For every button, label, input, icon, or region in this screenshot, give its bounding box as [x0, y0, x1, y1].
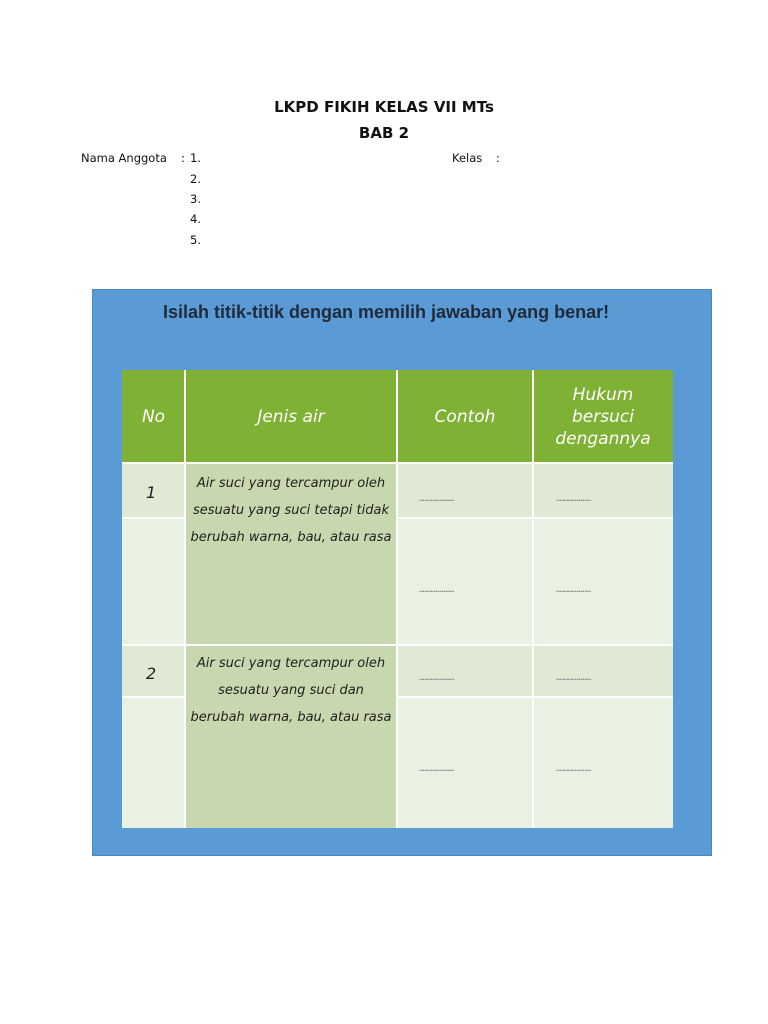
grid-line [532, 370, 534, 828]
row-1-number: 1 [146, 483, 157, 502]
document-title: LKPD FIKIH KELAS VII MTs [274, 98, 494, 116]
column-header-no: No [122, 370, 185, 463]
worksheet-figure [92, 289, 712, 856]
grid-line [396, 370, 398, 828]
row-1-band-answers [397, 463, 673, 518]
row-2-hukum-blank-1[interactable]: ……………………… [556, 673, 591, 682]
row-2-hukum-blank-2[interactable]: ……………………… [556, 764, 591, 773]
column-header-hukum: Hukum bersuci dengannya [533, 370, 673, 463]
member-number-1: 1. [190, 151, 201, 165]
grid-line [122, 517, 185, 519]
grid-line [184, 370, 186, 828]
member-number-2: 2. [190, 172, 201, 186]
row-1-hukum-blank-1[interactable]: ……………………… [556, 494, 591, 503]
worksheet-table [122, 370, 673, 828]
member-number-5: 5. [190, 233, 201, 247]
row-1-hukum-blank-2[interactable]: ……………………… [556, 585, 591, 594]
members-colon: : [181, 151, 185, 165]
column-header-jenis-air: Jenis air [185, 370, 397, 463]
grid-line [397, 696, 673, 698]
row-1-contoh-blank-1[interactable]: ……………………… [419, 494, 454, 503]
row-1-jenis-air: Air suci yang tercampur oleh sesuatu yang suci tetapi tidak berubah warna, bau, atau rasa [190, 476, 392, 545]
grid-line [122, 696, 185, 698]
class-colon: : [496, 151, 500, 165]
row-1-contoh-blank-2[interactable]: ……………………… [419, 585, 454, 594]
row-2-jenis-air: Air suci yang tercampur oleh sesuatu yang suci dan berubah warna, bau, atau rasa [190, 656, 392, 725]
row-2-contoh-blank-2[interactable]: ……………………… [419, 764, 454, 773]
row-2-band-answers [397, 645, 673, 697]
row-2-number: 2 [146, 664, 157, 683]
members-label: Nama Anggota [81, 151, 167, 165]
column-header-contoh: Contoh [397, 370, 533, 463]
row-2-contoh-blank-1[interactable]: ……………………… [419, 673, 454, 682]
worksheet-instruction: Isilah titik-titik dengan memilih jawaban yang benar! [163, 302, 610, 322]
grid-line [122, 644, 673, 646]
chapter-title: BAB 2 [358, 124, 410, 142]
member-number-4: 4. [190, 212, 201, 226]
class-label: Kelas [452, 151, 483, 165]
grid-line [397, 517, 673, 519]
member-number-3: 3. [190, 192, 201, 206]
grid-line [122, 462, 673, 464]
